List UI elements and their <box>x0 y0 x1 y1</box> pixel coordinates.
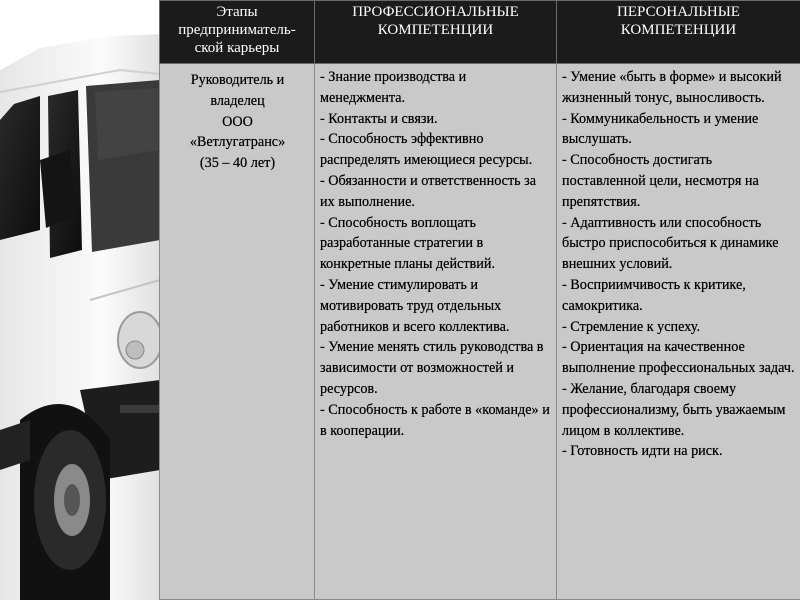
header-line: КОМПЕТЕНЦИИ <box>620 22 737 38</box>
list-item: - Готовность идти на риск. <box>562 443 723 460</box>
header-stage <box>160 1 315 64</box>
competencies-table <box>159 0 800 600</box>
list-item: - Обязанности и ответственность за их выполнение. <box>320 172 537 210</box>
header-line: Этапы <box>216 4 258 20</box>
list-item: - Знание производства и менеджмента. <box>320 69 467 106</box>
header-professional <box>315 1 557 64</box>
personal-list <box>562 67 796 462</box>
stage-cell <box>160 64 315 600</box>
personal-cell <box>557 64 800 600</box>
list-item: - Умение стимулировать и мотивировать труд отдельных работников и всего коллектива. <box>320 276 510 335</box>
list-item: - Стремление к успеху. <box>562 318 701 335</box>
stage-line: (35 – 40 лет) <box>199 155 276 172</box>
list-item: - Коммуникабельность и умение выслушать. <box>562 110 759 148</box>
list-item: - Способность достигать поставленной цели, несмотря на препятствия. <box>562 152 759 210</box>
list-item: - Ориентация на качественное выполнение профессиональных задач. <box>562 339 795 377</box>
list-item: - Восприимчивость к критике, самокритика. <box>562 276 746 314</box>
list-item: - Способность к работе в «команде» и в кооперации. <box>320 401 550 439</box>
list-item: - Способность воплощать разработанные стратегии в конкретные планы действий. <box>320 214 495 273</box>
table-row <box>160 64 800 600</box>
stage-line: «Ветлугатранс» <box>189 134 286 151</box>
professional-list <box>320 67 552 441</box>
table-header-row <box>160 1 800 64</box>
header-line: КОМПЕТЕНЦИИ <box>377 22 494 38</box>
header-personal <box>557 1 800 64</box>
stage-line: ООО <box>222 113 253 130</box>
list-item: - Желание, благодаря своему профессионализму, быть уважаемым лицом в коллективе. <box>562 380 786 439</box>
professional-cell <box>315 64 557 600</box>
header-line: ПЕРСОНАЛЬНЫЕ <box>617 4 740 20</box>
header-line: предприниматель- <box>178 22 296 38</box>
list-item: - Умение менять стиль руководства в зависимости от возможностей и ресурсов. <box>320 339 544 397</box>
list-item: - Способность эффективно распределять имеющиеся ресурсы. <box>320 131 533 169</box>
header-line: ПРОФЕССИОНАЛЬНЫЕ <box>352 4 519 20</box>
list-item: - Умение «быть в форме» и высокий жизненный тонус, выносливость. <box>562 69 782 106</box>
stage-line: владелец <box>210 92 265 109</box>
stage-line: Руководитель и <box>190 72 285 88</box>
header-line: ской карьеры <box>194 40 280 56</box>
list-item: - Адаптивность или способность быстро приспособиться к динамике внешних условий. <box>562 214 779 273</box>
list-item: - Контакты и связи. <box>320 110 438 127</box>
